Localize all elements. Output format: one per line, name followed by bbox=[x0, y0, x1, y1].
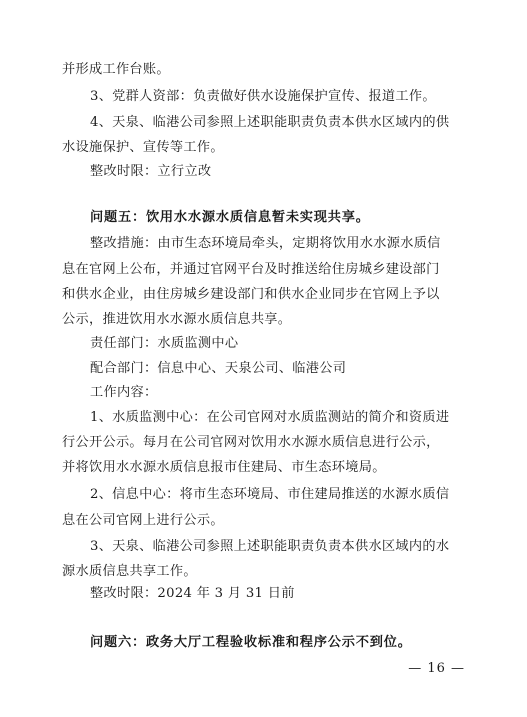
responsible-dept-line: 责任部门：水质监测中心 bbox=[90, 336, 239, 351]
content-line-7: 源水质信息共享工作。 bbox=[62, 564, 197, 579]
text-line-4: 水设施保护、宣传等工作。 bbox=[62, 140, 224, 155]
deadline-line-2: 整改时限：2024 年 3 月 31 日前 bbox=[90, 586, 295, 601]
deadline-line-1: 整改时限：立行立改 bbox=[90, 164, 212, 179]
content-line-5: 息在公司官网上进行公示。 bbox=[62, 513, 224, 528]
issue-five-heading: 问题五：饮用水水源水质信息暂未实现共享。 bbox=[90, 210, 370, 225]
content-line-6: 3、天泉、临港公司参照上述职能职责负责本供水区域内的水 bbox=[90, 539, 450, 554]
content-line-3: 并将饮用水水源水质信息报市住建局、市生态环境局。 bbox=[62, 460, 386, 475]
measures-line-4: 公示，推进饮用水水源水质信息共享。 bbox=[62, 312, 292, 327]
measures-line-1: 整改措施：由市生态环境局牵头，定期将饮用水水源水质信 bbox=[90, 236, 441, 251]
text-line-2: 3、党群人资部：负责做好供水设施保护宣传、报道工作。 bbox=[90, 89, 436, 104]
measures-line-3: 和供水企业，由住房城乡建设部门和供水企业同步在官网上予以 bbox=[62, 287, 440, 302]
page-number: — 16 — bbox=[408, 661, 465, 676]
cooperating-dept-line: 配合部门：信息中心、天泉公司、临港公司 bbox=[90, 361, 347, 376]
content-line-4: 2、信息中心：将市生态环境局、市住建局推送的水源水质信 bbox=[90, 487, 450, 502]
text-line-3: 4、天泉、临港公司参照上述职能职责负责本供水区域内的供 bbox=[90, 115, 450, 130]
content-line-2: 行公开公示。每月在公司官网对饮用水水源水质信息进行公示， bbox=[62, 435, 440, 450]
issue-six-heading: 问题六：政务大厅工程验收标准和程序公示不到位。 bbox=[90, 635, 412, 650]
measures-line-2: 息在官网上公布，并通过官网平台及时推送给住房城乡建设部门 bbox=[62, 262, 440, 277]
text-line-1: 并形成工作台账。 bbox=[62, 62, 170, 77]
content-line-1: 1、水质监测中心：在公司官网对水质监测站的简介和资质进 bbox=[90, 410, 450, 425]
work-content-label: 工作内容： bbox=[90, 385, 158, 400]
